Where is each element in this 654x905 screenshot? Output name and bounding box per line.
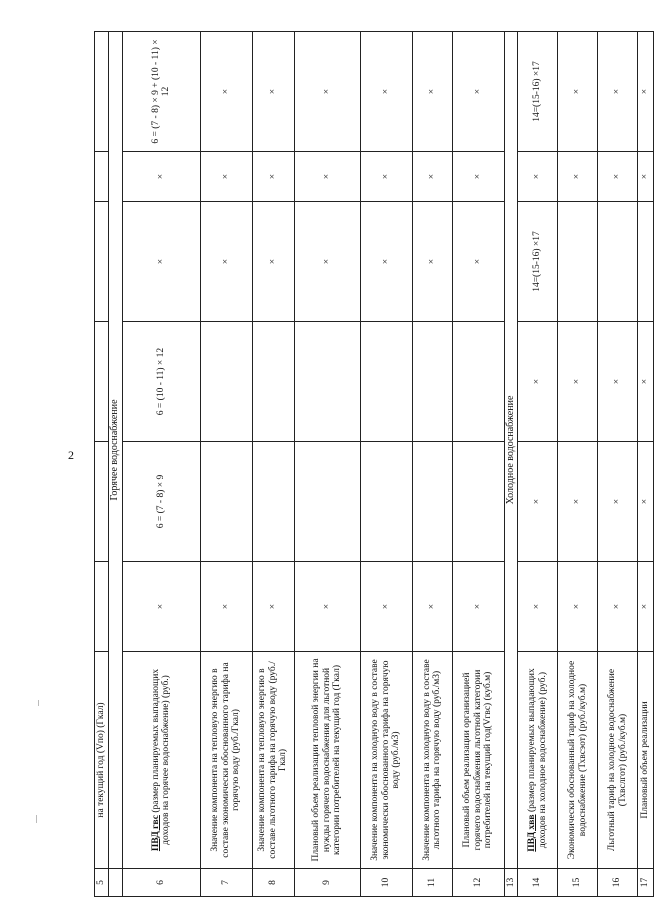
table-cell: ×	[294, 202, 360, 322]
table-cell	[200, 442, 252, 562]
row-number: 13	[504, 869, 518, 897]
row-label: Плановый объем реализации тепловой энергии на нужды горячего водоснабжения для льготной категории потребителей на текущий год (Гкал)	[294, 652, 360, 869]
row-label	[122, 652, 200, 869]
table-row	[122, 32, 200, 897]
table-cell	[294, 442, 360, 562]
row-number: 7	[200, 869, 252, 897]
table-cell: ×	[360, 562, 412, 652]
table-cell	[412, 442, 452, 562]
rotated-table-frame	[94, 32, 651, 897]
row-number	[109, 869, 123, 897]
table-cell: ×	[638, 322, 654, 442]
table-row	[638, 32, 654, 897]
table-cell	[598, 202, 638, 322]
row-label: Плановый объем реализации	[638, 652, 654, 869]
section-header-row	[504, 32, 518, 897]
table-cell	[252, 442, 294, 562]
subsidy-calculation-table	[94, 31, 654, 897]
table-cell: ×	[598, 32, 638, 152]
table-cell: ×	[452, 152, 504, 202]
table-cell: ×	[252, 32, 294, 152]
table-cell: ×	[452, 562, 504, 652]
table-cell	[360, 322, 412, 442]
table-row	[518, 32, 558, 897]
row-label: Плановый объем реализации организацией горячего водоснабжения льготной категории потребителей на текущий год(Vгвс) (куб.м)	[452, 652, 504, 869]
row-number: 15	[558, 869, 598, 897]
table-cell: 6 = (7 - 8) × 9 + (10 - 11) × 12	[122, 32, 200, 152]
table-cell	[412, 322, 452, 442]
row-number: 9	[294, 869, 360, 897]
table-cell: ×	[638, 442, 654, 562]
row-number: 10	[360, 869, 412, 897]
table-cell: ×	[412, 202, 452, 322]
scan-mark	[36, 815, 37, 823]
table-cell: ×	[598, 442, 638, 562]
table-cell: ×	[638, 152, 654, 202]
table-cell	[558, 202, 598, 322]
row-label: на текущий год (Vпо) (Гкал)	[95, 652, 109, 869]
table-cell: 14=(15-16) ×17	[518, 202, 558, 322]
table-cell: ×	[412, 562, 452, 652]
table-cell: ×	[360, 32, 412, 152]
table-cell: ×	[200, 152, 252, 202]
table-cell: 6 = (7 - 8) × 9	[122, 442, 200, 562]
table-row	[452, 32, 504, 897]
row-number: 11	[412, 869, 452, 897]
table-cell: ×	[412, 152, 452, 202]
row-label-abbreviation: ПВД хвв	[527, 814, 537, 852]
table-cell	[95, 202, 109, 322]
table-cell: ×	[638, 32, 654, 152]
table-cell: ×	[558, 32, 598, 152]
table-row	[95, 32, 109, 897]
row-label	[518, 652, 558, 869]
table-cell: ×	[412, 32, 452, 152]
row-number: 8	[252, 869, 294, 897]
table-cell: ×	[518, 152, 558, 202]
table-cell: ×	[294, 32, 360, 152]
table-row	[200, 32, 252, 897]
table-cell	[638, 202, 654, 322]
table-row	[412, 32, 452, 897]
table-cell	[95, 322, 109, 442]
row-label: Значение компонента на холодную воду в составе льготного тарифа на горячую воду (руб./м3)	[412, 652, 452, 869]
row-label: Значение компонента на холодную воду в составе экономически обоснованного тарифа на горячую воду (руб./м3)	[360, 652, 412, 869]
table-cell: ×	[638, 562, 654, 652]
table-row	[294, 32, 360, 897]
row-number: 12	[452, 869, 504, 897]
table-cell: ×	[294, 562, 360, 652]
table-cell: ×	[200, 562, 252, 652]
row-number: 6	[122, 869, 200, 897]
row-number: 14	[518, 869, 558, 897]
table-row	[252, 32, 294, 897]
section-header-row	[109, 32, 123, 897]
table-cell: ×	[558, 562, 598, 652]
table-cell	[252, 322, 294, 442]
table-cell: 14=(15-16) ×17	[518, 32, 558, 152]
table-cell	[452, 442, 504, 562]
table-cell: ×	[598, 322, 638, 442]
table-cell: ×	[122, 152, 200, 202]
table-cell: ×	[558, 442, 598, 562]
table-cell	[452, 322, 504, 442]
row-label-text: (размер планируемых выпадающих доходов на холодное водоснабжение) (руб.)	[527, 668, 548, 849]
table-cell: ×	[360, 152, 412, 202]
table-cell: ×	[558, 322, 598, 442]
table-cell	[95, 562, 109, 652]
row-label: Экономически обоснованный тариф на холодное водоснабжение (Тхвсэот) (руб./куб.м)	[558, 652, 598, 869]
row-number: 17	[638, 869, 654, 897]
table-cell: ×	[252, 202, 294, 322]
row-number: 16	[598, 869, 638, 897]
table-cell: ×	[122, 202, 200, 322]
scan-mark	[38, 700, 39, 706]
table-cell: ×	[452, 32, 504, 152]
row-label-text: (размер планируемых выпадающих доходов на горячее водоснабжение) (руб.)	[150, 668, 171, 845]
table-cell	[95, 152, 109, 202]
table-cell: ×	[252, 152, 294, 202]
row-number: 5	[95, 869, 109, 897]
table-cell	[294, 322, 360, 442]
table-cell: ×	[452, 202, 504, 322]
page-number: 2	[68, 448, 74, 462]
table-row	[360, 32, 412, 897]
table-cell: 6 = (10 - 11) × 12	[122, 322, 200, 442]
row-label-abbreviation: ПВД гвс	[150, 815, 161, 852]
table-cell: ×	[294, 152, 360, 202]
table-cell: ×	[360, 202, 412, 322]
table-cell	[200, 322, 252, 442]
table-cell: ×	[518, 442, 558, 562]
table-cell: ×	[558, 152, 598, 202]
section-title-cold-water: Холодное водоснабжение	[504, 32, 518, 869]
table-row	[558, 32, 598, 897]
table-cell	[95, 442, 109, 562]
table-cell: ×	[200, 32, 252, 152]
table-cell: ×	[598, 152, 638, 202]
section-title-hot-water: Горячее водоснабжение	[109, 32, 123, 869]
table-cell	[360, 442, 412, 562]
row-label: Льготный тариф на холодное водоснабжение (Тхвслгот) (руб./куб.м)	[598, 652, 638, 869]
table-row	[598, 32, 638, 897]
table-cell: ×	[200, 202, 252, 322]
table-cell: ×	[122, 562, 200, 652]
rotated-table-container	[94, 32, 651, 897]
table-cell: ×	[252, 562, 294, 652]
table-cell: ×	[518, 562, 558, 652]
row-label: Значение компонента на тепловую энергию в составе экономически обоснованного тарифа на горячую воду (руб./Гкал)	[200, 652, 252, 869]
table-cell: ×	[598, 562, 638, 652]
row-label: Значение компонента на тепловую энергию в составе льготного тарифа на горячую воду (руб./Гкал)	[252, 652, 294, 869]
table-cell: ×	[518, 322, 558, 442]
table-cell	[95, 32, 109, 152]
